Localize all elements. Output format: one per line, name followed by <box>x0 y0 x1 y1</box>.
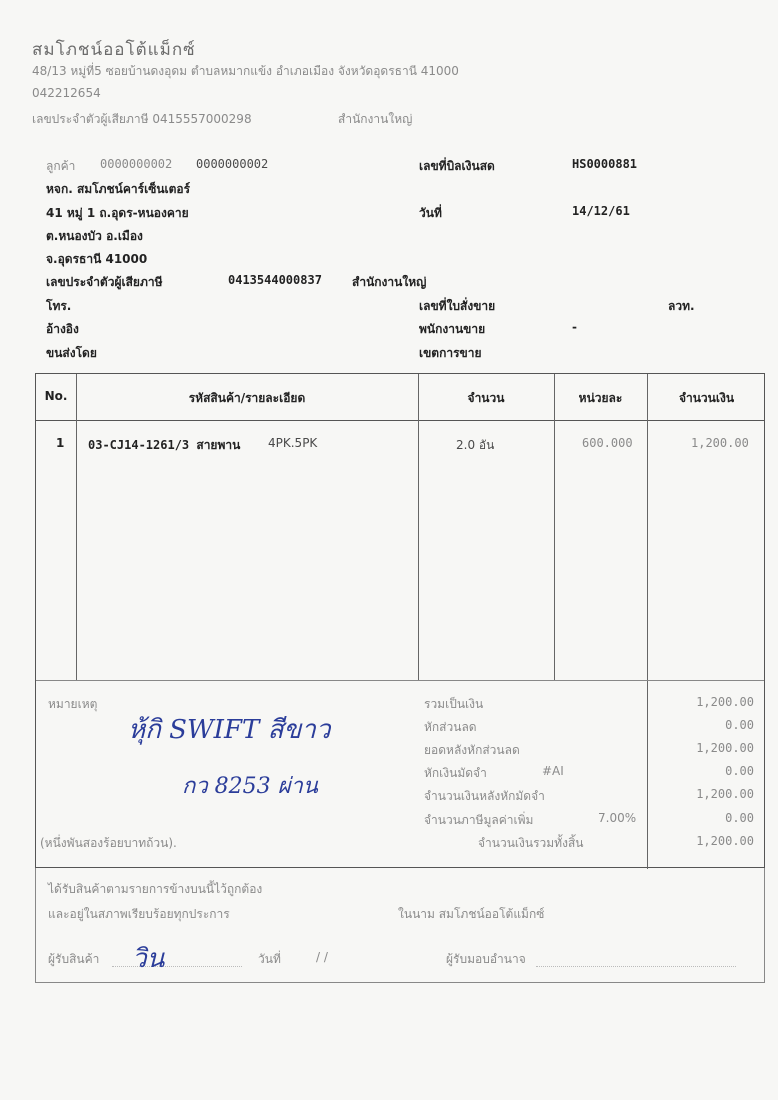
summary-vat-rate: 7.00% <box>598 811 637 825</box>
summary-after-deposit-label: จำนวนเงินหลังหักมัดจำ <box>424 789 545 803</box>
amount-in-words: (หนึ่งพันสองร้อยบาทถ้วน). <box>40 836 177 850</box>
customer-tax-id: 0413544000837 <box>228 273 322 287</box>
summary-deposit-extra: #AI <box>542 764 564 778</box>
items-table <box>35 373 765 868</box>
header-description: รหัสสินค้า/รายละเอียด <box>188 391 306 405</box>
remark-label: หมายเหตุ <box>48 697 98 711</box>
header-amount: จำนวนเงิน <box>678 391 735 405</box>
footer-box <box>35 868 765 983</box>
summary-deposit-label: หักเงินมัดจำ <box>424 766 487 780</box>
summary-vat-label: จำนวนภาษีมูลค่าเพิ่ม <box>424 813 534 827</box>
summary-vat-value: 0.00 <box>725 811 754 825</box>
footer-date-label: วันที่ <box>258 952 281 966</box>
summary-subtotal-value: 1,200.00 <box>696 695 754 709</box>
footer-received-line-1: ได้รับสินค้าตามรายการข้างบนนี้ไว้ถูกต้อง <box>48 882 263 896</box>
customer-code: 0000000002 <box>100 157 173 171</box>
company-address: 48/13 หมู่ที่5 ซอยบ้านดงอุดม ตำบลหมากแข้ง อำเภอเมือง จังหวัดอุดรธานี 41000 <box>32 64 459 78</box>
customer-address-2: ต.หนองบัว อ.เมือง <box>46 229 143 243</box>
summary-discount-label: หักส่วนลด <box>424 720 477 734</box>
footer-on-behalf: ในนาม สมโภชน์ออโต้แม็กซ์ <box>398 907 545 921</box>
handwritten-note-2: กว 8253 ผ่าน <box>182 774 318 799</box>
bill-date-label: วันที่ <box>419 206 442 220</box>
customer-address-3: จ.อุดรธานี 41000 <box>46 252 148 266</box>
summary-after-discount-value: 1,200.00 <box>696 741 754 755</box>
company-phone: 042212654 <box>32 86 101 100</box>
customer-address-1: 41 หมู่ 1 ถ.อุดร-หนองคาย <box>46 206 189 220</box>
salesperson-label: พนักงานขาย <box>419 322 486 336</box>
sales-zone-label: เขตการขาย <box>419 346 482 360</box>
customer-label: ลูกค้า <box>46 159 76 173</box>
summary-total-value: 1,200.00 <box>696 834 754 848</box>
row-1-no: 1 <box>56 436 65 450</box>
handwritten-note-1: หุ้กิ SWIFT สีขาว <box>128 715 331 745</box>
summary-total-label: จำนวนเงินรวมทั้งสิ้น <box>478 836 584 850</box>
header-no: No. <box>44 389 68 403</box>
company-branch: สำนักงานใหญ่ <box>338 112 413 126</box>
customer-branch: สำนักงานใหญ่ <box>352 275 427 289</box>
row-1-unit-price: 600.000 <box>582 436 633 450</box>
company-tax-id: เลขประจำตัวผู้เสียภาษี 0415557000298 <box>32 112 252 126</box>
customer-tax-label: เลขประจำตัวผู้เสียภาษี <box>46 275 163 289</box>
customer-name: หจก. สมโภชน์คาร์เซ็นเตอร์ <box>46 182 191 196</box>
bill-no: HS0000881 <box>572 157 638 171</box>
footer-authorized-label: ผู้รับมอบอำนาจ <box>446 952 526 966</box>
customer-code-2: 0000000002 <box>196 157 269 171</box>
receiver-signature: วิน <box>132 944 165 974</box>
sales-order-value: ลวท. <box>668 299 695 313</box>
summary-subtotal-label: รวมเป็นเงิน <box>424 697 484 711</box>
bill-no-label: เลขที่บิลเงินสด <box>419 159 495 173</box>
bill-date: 14/12/61 <box>572 204 630 218</box>
salesperson-value: - <box>572 320 577 334</box>
header-unit-price: หน่วยละ <box>578 391 623 405</box>
sales-order-label: เลขที่ใบสั่งขาย <box>419 299 496 313</box>
customer-ref-label: อ้างอิง <box>46 322 79 336</box>
footer-received-line-2: และอยู่ในสภาพเรียบร้อยทุกประการ <box>48 907 230 921</box>
summary-after-discount-label: ยอดหลังหักส่วนลด <box>424 743 520 757</box>
header-quantity: จำนวน <box>467 391 505 405</box>
summary-discount-value: 0.00 <box>725 718 754 732</box>
customer-ship-label: ขนส่งโดย <box>46 346 97 360</box>
summary-deposit-value: 0.00 <box>725 764 754 778</box>
footer-receiver-label: ผู้รับสินค้า <box>48 952 100 966</box>
footer-date-blank: / / <box>316 950 328 964</box>
row-1-description: 03-CJ14-1261/3 สายพาน <box>88 438 241 452</box>
company-name: สมโภชน์ออโต้แม็กซ์ <box>32 40 196 60</box>
row-1-quantity: 2.0 อัน <box>456 438 495 452</box>
row-1-amount: 1,200.00 <box>691 436 749 450</box>
customer-phone-label: โทร. <box>46 299 72 313</box>
row-1-description-extra: 4PK.5PK <box>268 436 318 450</box>
summary-after-deposit-value: 1,200.00 <box>696 787 754 801</box>
